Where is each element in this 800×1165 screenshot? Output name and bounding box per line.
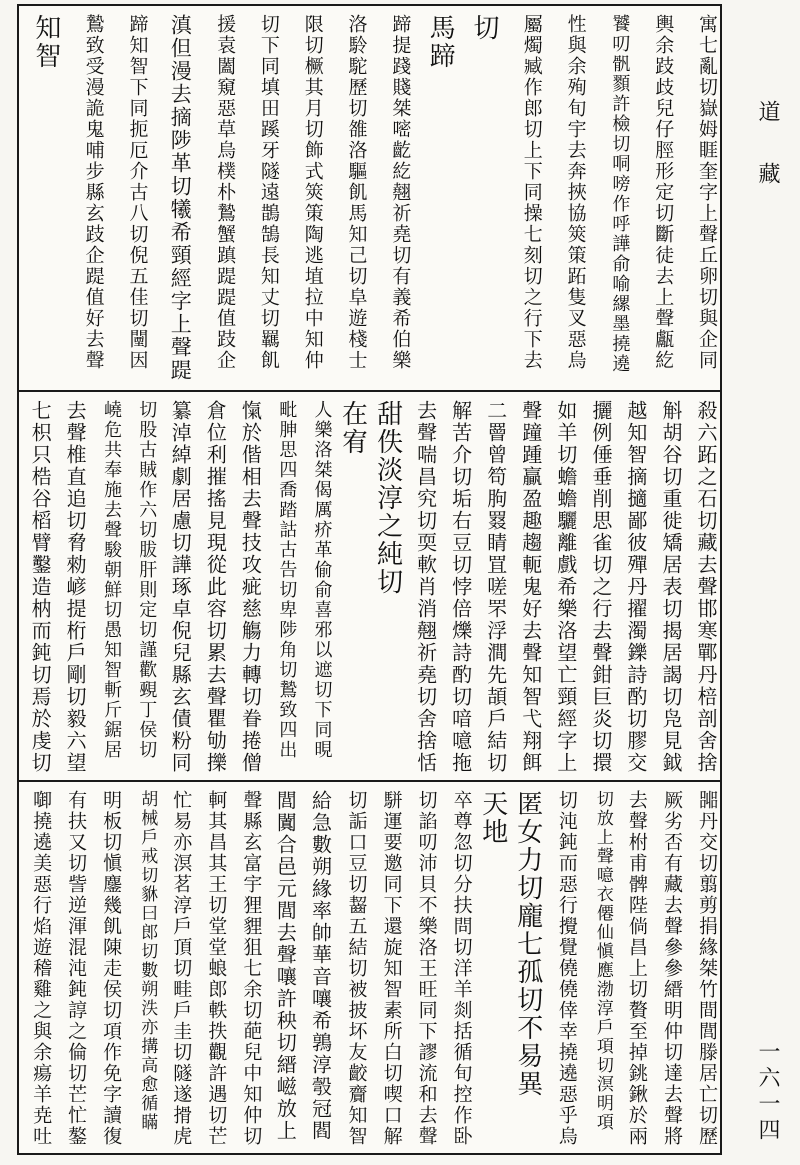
text-column: 去聲喘昌究切耎軟肖消翹祈堯切舍捨恬 (413, 400, 438, 774)
text-column: 聲縣玄富宇狸貍狙七余切葩兒中知仲切 (240, 790, 263, 1147)
text-column: 嘂丹交切翦剪捐緣桀竹間閭滕居亡切歷 (696, 790, 718, 1147)
text-column: 限切橛其月切飾式筴策陶逃埴拉中知仲 (301, 14, 324, 371)
page-number: 一六一四 (755, 1040, 780, 1144)
side-title: 道藏 (755, 100, 780, 224)
text-column: 寓七亂切嶽姆睚奎字上聲丘卵切與企同 (696, 14, 718, 371)
text-column: 在宥 (337, 400, 368, 456)
text-column: 切股古賊作六切胈肝則定切謹歡覡丁侯切 (136, 400, 158, 760)
text-column: 解苦介切垢右豆切悖倍爍詩酌切喑噫拖 (448, 400, 473, 774)
text-column: 啣撓遶美惡行焰遊稽雞之與余瘍羊尭吐 (30, 790, 53, 1147)
text-column: 饕叨骪顟許檢切哃嗙作呼譁俞喻縲墨撓遶 (609, 14, 631, 374)
text-column: 切諂叨沛貝不樂洛王旺同下謬流和去聲 (415, 790, 438, 1147)
text-column: 屬燭臧作郎切上下同操七刻切之行下去 (520, 14, 543, 371)
text-column: 明板切愼鏖幾飢陳走侯切項作免字讀復 (100, 790, 123, 1147)
text-column: 軻其昌其王切堂堂蜋郎軼抶觀許遇切芒 (205, 790, 228, 1147)
scripture-page-frame (17, 4, 722, 1155)
text-column: 駢運要邀同下還旋知智素所白切喫口解 (380, 790, 403, 1147)
text-column: 胡械戶戒切貅曰郎切數朔泆亦搆高愈循瞞 (137, 790, 158, 1132)
text-column: 二罾曾笱朐罬睛罝嗟罘浮澗先頡戶結切 (483, 400, 508, 774)
upper-register (19, 6, 720, 390)
text-column: 纂淖綽劇居慮切譁琢卓倪兒縣玄債粉同 (168, 400, 193, 774)
text-column: 蹄知智下同扼厄介古八切倪五佳切闉因 (126, 14, 149, 371)
text-column: 鷙致受漫詭鬼哺步縣玄跂企踶值好去聲 (82, 14, 105, 371)
text-column: 知智 (30, 14, 61, 70)
text-column: 性與余殉旬宇去奔挾協筴策跖隻叉惡烏 (564, 14, 587, 371)
text-column: 毗胂思四喬踏詁古告切卑陟角切鷙致四出 (276, 400, 298, 760)
text-column: 切下同填田蹊牙隧遠鵲鵠長知丈切羈飢 (257, 14, 280, 371)
text-column: 切 (468, 14, 499, 42)
text-column: 攦例倕垂削思雀切之行去聲鉗巨炎切擐 (588, 400, 613, 774)
text-column: 如羊切蟾蟾驪離戲希樂洛望亡頸經字上 (553, 400, 578, 774)
text-column: 馬蹄 (425, 14, 456, 70)
text-column: 去聲柎甫髀陛倘昌上切贅至掉銚鍬於兩 (625, 790, 648, 1147)
text-column: 忙易亦溟茗淳戶頂切畦戶圭切隧遂搰虎 (170, 790, 193, 1147)
text-column: 人樂洛桀偈厲疥革偷俞喜邪以遮切下同晛 (311, 400, 333, 760)
lower-register (19, 780, 720, 1157)
text-column: 輿余跂歧兒仔脛形定切斷徒去上聲甗紇 (652, 14, 675, 371)
text-column: 滇但漫去摘陟革切犧希頸經字上聲踶 (168, 14, 193, 382)
text-column: 甜佚淡淳之純切 (372, 400, 403, 596)
text-column: 洛駖駝歷切雒洛驅飢馬知己切阜遊棧士 (345, 14, 368, 371)
text-column: 切放上聲噫衣僊仙愼應渤淳戶項切溟明項 (592, 790, 613, 1132)
text-column: 閭闐合邑元閭去聲嚷許秧切縉嵫放上 (273, 790, 298, 1142)
text-column: 給急數朔緣率帥華音嚷希鶉淳彀冠閻 (308, 790, 333, 1142)
text-column: 越知智摘擿鄙彼殫丹擢濁鑠詩酌切膠交 (623, 400, 648, 774)
text-column: 切沌鈍而惡行攪覺僥僥倖幸撓遶惡乎烏 (555, 790, 578, 1147)
text-column: 厥劣否有藏去聲參參縉明仲切達去聲將 (660, 790, 683, 1147)
text-column: 愾於偕相去聲技攻疵慈觴力轉切眷捲僧 (238, 400, 263, 774)
text-column: 有扶又切訾逆渾混沌鈍諄之倫切芒忙鏊 (65, 790, 88, 1147)
text-column: 倉位利摧搖見現從此容切累去聲瞿劬擽 (203, 400, 228, 774)
text-column: 切詬口豆切齧五結切被披坏友齩齎知智 (345, 790, 368, 1147)
text-column: 卒尊忽切分扶問切洋羊剡括循旬控作卧 (450, 790, 473, 1147)
text-column: 蹄提踐賤桀嘧齕紇翹祈堯切有義希伯樂 (389, 14, 412, 371)
text-column: 七枳只梏谷槄臂鑿造枘而鈍切焉於虔切 (28, 400, 53, 774)
middle-register (19, 390, 720, 782)
text-column: 聲蹱踵贏盈趣趨軛鬼好去聲知智弋翔餌 (518, 400, 543, 774)
text-column: 援袁闔窺惡草烏樸朴鷙蟹蹎踶踶值跂企 (214, 14, 237, 371)
text-column: 斛胡谷切重徙矯居表切揭居謁切凫見鉞 (658, 400, 683, 774)
text-column: 去聲椎直追切脅勑嵃提桁戶剛切毅六望 (63, 400, 88, 774)
text-column: 匿女力切龐七孤切不易異 (512, 790, 543, 1098)
text-column: 嶢危共奉施去聲駿朝鮮切愚知智斬斤鋸居 (101, 400, 123, 760)
text-column: 殺六跖之石切藏去聲邯寒鄲丹棓剖舍捨 (694, 400, 718, 774)
text-column: 天地 (477, 790, 508, 846)
